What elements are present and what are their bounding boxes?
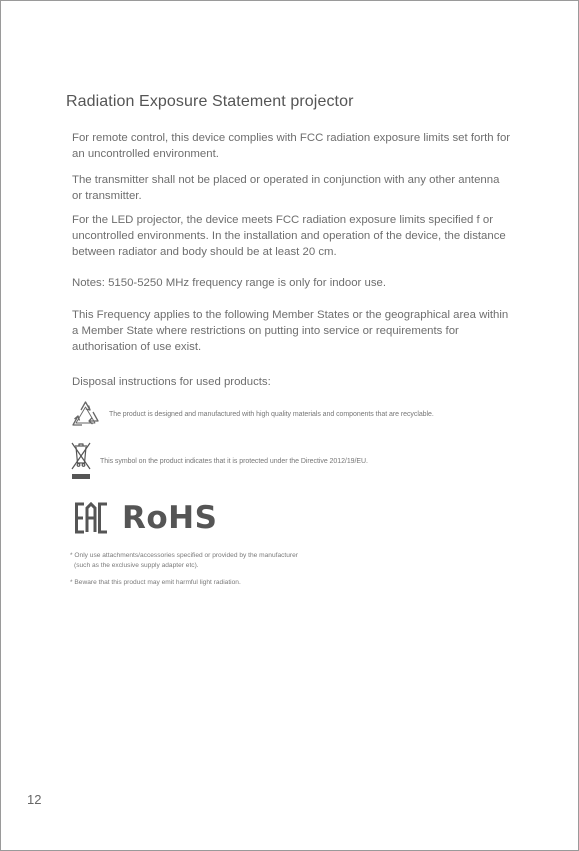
weee-row xyxy=(69,439,368,483)
recycle-text: The product is designed and manufactured with high quality materials and components that are recyclable. xyxy=(109,410,434,418)
light-warning-footnote: * Beware that this product may emit harmful light radiation. xyxy=(70,579,241,586)
projector-statement: For the LED projector, the device meets FCC radiation exposure limits specified f or uncontrolled environments. In the installation and operation of the device, the distance between radiator and body should be at least 20 cm. xyxy=(72,214,506,258)
page-number: 12 xyxy=(27,792,42,807)
eac-mark-icon xyxy=(74,499,110,537)
weee-text: This symbol on the product indicates that it is protected under the Directive 2012/19/EU. xyxy=(100,457,368,465)
transmitter-statement: The transmitter shall not be placed or operated in conjunction with any other antenna or transmitter. xyxy=(72,174,500,202)
rohs-mark: RoHS xyxy=(122,500,218,536)
remote-control-statement: For remote control, this device complies with FCC radiation exposure limits set forth for an uncontrolled environment. xyxy=(72,132,511,160)
frequency-notes: Notes: 5150-5250 MHz frequency range is only for indoor use. xyxy=(72,277,387,289)
crossed-bin-icon xyxy=(69,439,93,483)
page-heading: Radiation Exposure Statement projector xyxy=(66,93,354,110)
certification-marks xyxy=(74,498,217,538)
recycle-icon xyxy=(69,399,102,429)
recycle-row xyxy=(69,399,434,429)
accessories-footnote-line1: * Only use attachments/accessories specified or provided by the manufacturer xyxy=(70,552,298,559)
accessories-footnote-line2: (such as the exclusive supply adapter etc). xyxy=(74,562,199,569)
disposal-title: Disposal instructions for used products: xyxy=(72,376,271,388)
accessories-footnote xyxy=(70,551,298,571)
member-states-statement: This Frequency applies to the following Member States or the geographical area within a Member State where restrictions on putting into service or requirements for authorisation of use exist. xyxy=(72,309,509,353)
